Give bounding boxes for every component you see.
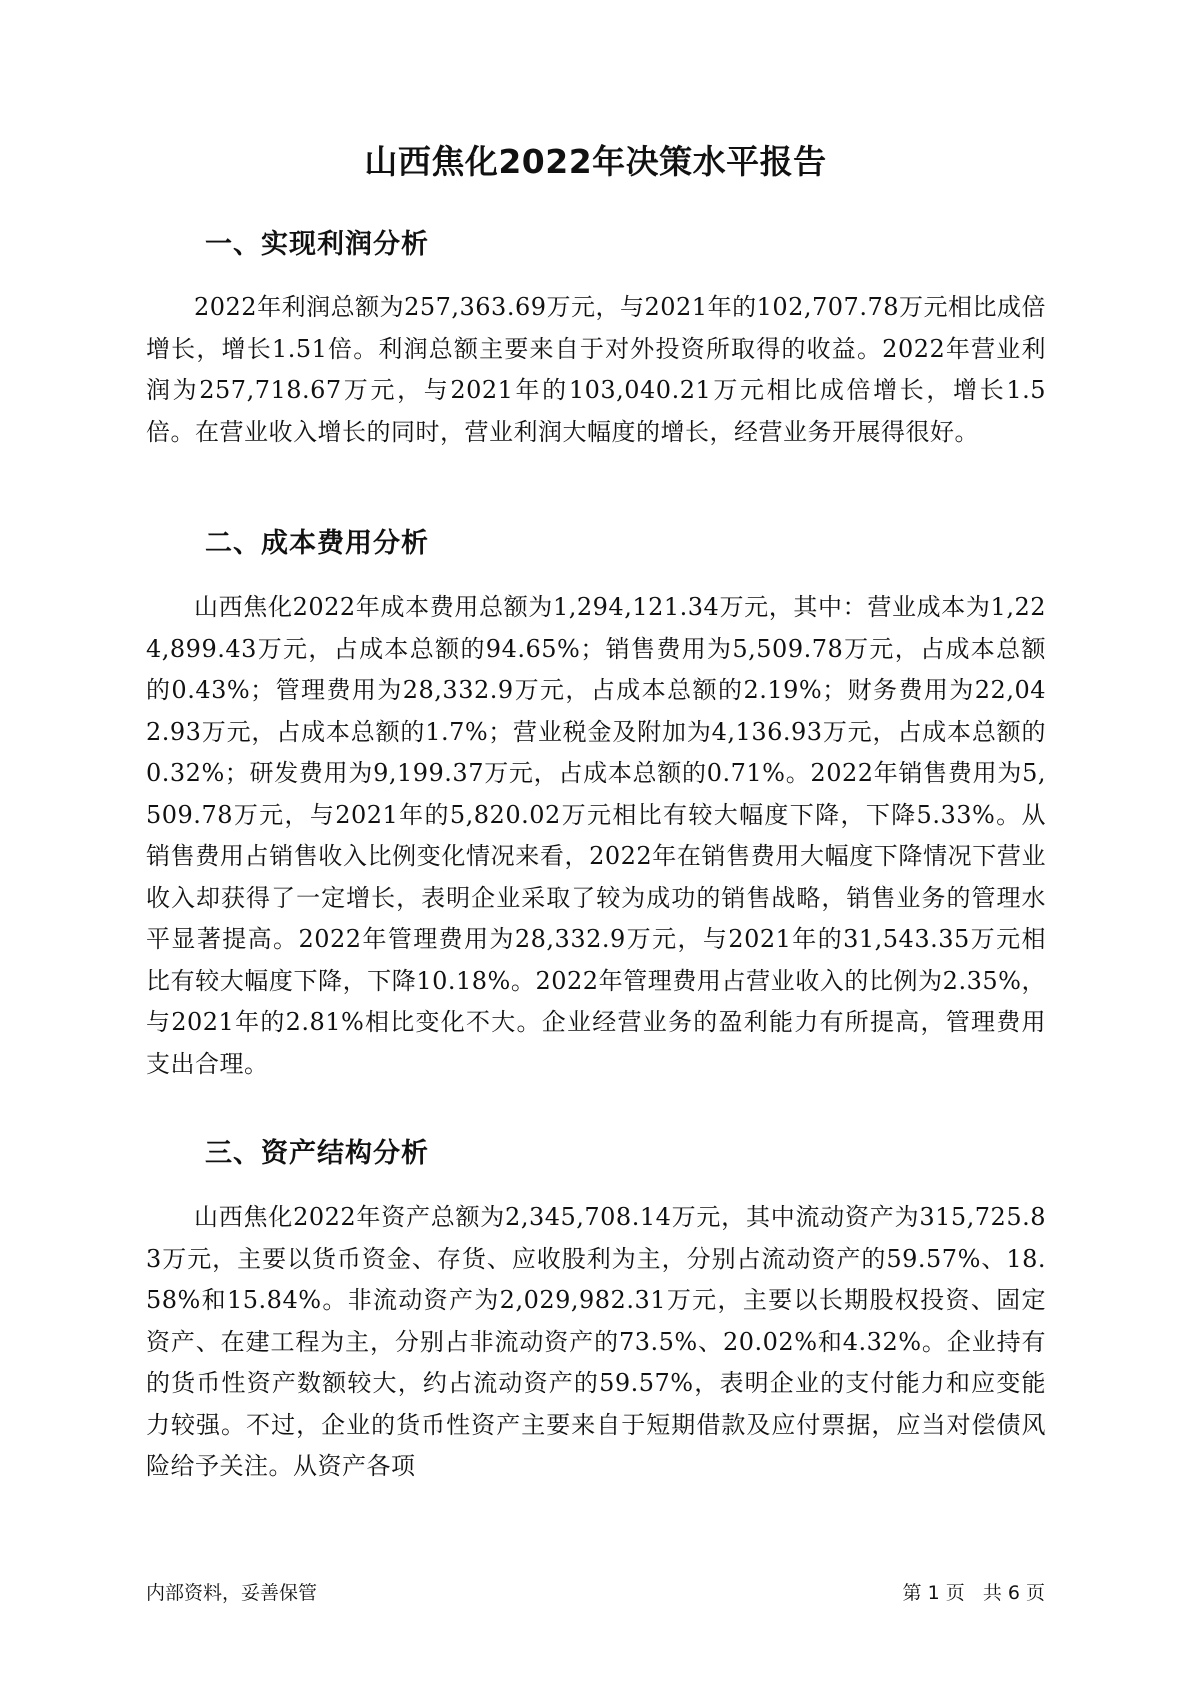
section-heading-assets: 三、资产结构分析 [205,1138,429,1169]
document-title: 山西焦化2022年决策水平报告 [364,142,827,181]
footer-confidential-note: 内部资料，妥善保管 [146,1582,318,1604]
footer-page-number: 第 1 页 共 6 页 [902,1582,1045,1604]
section-paragraph-cost: 山西焦化2022年成本费用总额为1,294,121.34万元，其中：营业成本为1,224,899.43万元，占成本总额的94.65%；销售费用为5,509.78万元，占成本总额的0.43%；管理费用为28,332.9万元，占成本总额的2.19%；财务费用为22,042.93万元，占成本总额的1.7%；营业税金及附加为4,136.93万元，占成本总额的0.32%；研发费用为9,199.37万元，占成本总额的0.71%。2022年销售费用为5,509.78万元，与2021年的5,820.02万元相比有较大幅度下降，下降5.33%。从销售费用占销售收入比例变化情况来看，2022年在销售费用大幅度下降情况下营业收入却获得了一定增长，表明企业采取了较为成功的销售战略，销售业务的管理水平显著提高。2022年管理费用为28,332.9万元，与2021年的31,543.35万元相比有较大幅度下降，下降10.18%。2022年管理费用占营业收入的比例为2.35%，与2021年的2.81%相比变化不大。企业经营业务的盈利能力有所提高，管理费用支出合理。 [146,593,1046,1078]
section-paragraph-profit: 2022年利润总额为257,363.69万元，与2021年的102,707.78万元相比成倍增长，增长1.51倍。利润总额主要来自于对外投资所取得的收益。2022年营业利润为257,718.67万元，与2021年的103,040.21万元相比成倍增长，增长1.5倍。在营业收入增长的同时，营业利润大幅度的增长，经营业务开展得很好。 [146,293,1046,446]
section-paragraph-assets: 山西焦化2022年资产总额为2,345,708.14万元，其中流动资产为315,725.83万元，主要以货币资金、存货、应收股利为主，分别占流动资产的59.57%、18.58%和15.84%。非流动资产为2,029,982.31万元，主要以长期股权投资、固定资产、在建工程为主，分别占非流动资产的73.5%、20.02%和4.32%。企业持有的货币性资产数额较大，约占流动资产的59.57%，表明企业的支付能力和应变能力较强。不过，企业的货币性资产主要来自于短期借款及应付票据，应当对偿债风险给予关注。从资产各项 [146,1203,1046,1480]
section-heading-profit: 一、实现利润分析 [205,229,429,260]
section-heading-cost: 二、成本费用分析 [205,528,429,559]
